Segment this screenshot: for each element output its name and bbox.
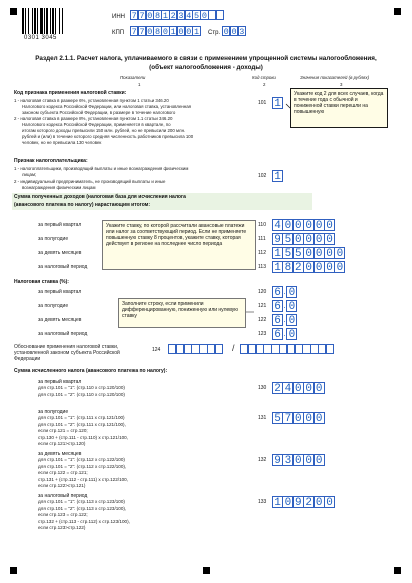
section-title-line2: (объект налогообложения - доходы) [149,64,263,71]
calc-digit-cell[interactable]: 0 [314,454,325,466]
calc-row-line: для стр.101 = "2": (стр.110 х стр.120/100) [38,391,125,397]
calc-heading: Сумма исчисленного налога (авансового платежа по налогу): [14,368,168,374]
decimal-point: . [283,329,286,338]
code-101: 101 [258,100,267,106]
income-digit-cell[interactable]: 5 [282,233,293,245]
calc-row-code: 131 [258,415,267,421]
inn-cell[interactable]: 4 [186,11,192,21]
page-number-cell[interactable]: 0 [231,27,237,37]
calc-digit-cell[interactable]: 5 [272,412,283,424]
calc-row-field[interactable] [272,412,324,424]
kpp-cell[interactable]: 7 [131,27,137,37]
income-row-label: за первый квартал [38,222,82,228]
calc-digit-cell[interactable]: 9 [272,454,283,466]
page-label: Стр. [208,30,221,36]
calc-row-line: если стр.123>стр.122) [38,525,86,530]
income-digit-cell[interactable]: 0 [324,233,335,245]
income-digit-cell[interactable]: 9 [272,233,283,245]
rate-sign-item1-line1: 1 - налоговая ставка в размере 6%, установленная пунктом 1 статьи 346.20 [14,98,169,103]
rate-sign-item2-line1: 2 - налоговая ставка в размере 8%, установленная пунктом 1.1 статьи 346.20 [14,116,173,121]
tax-rate-row-label: за налоговый период [38,331,88,337]
calc-row-line: за налоговый период [38,493,88,499]
income-digit-cell[interactable]: 0 [334,247,345,259]
justification-line2: установленной законом субъекта Российской [14,350,120,356]
calc-row-line: за полугодие [38,409,69,415]
justification-slash: / [232,343,235,353]
income-digit-cell[interactable]: 5 [282,247,293,259]
rate-sign-heading: Код признака применения налоговой ставки: [14,90,127,96]
rate-sign-item1-line2: Налогового кодекса Российской Федерации, или налоговая ставка, установленная [22,104,192,109]
inn-cell[interactable]: 0 [201,11,207,21]
taxpayer-sign-value[interactable]: 1 [272,170,283,182]
calc-digit-cell[interactable]: 0 [324,496,335,508]
calc-row-line: стр.130 + (стр.111 - стр.110) х стр.121/100, [38,434,129,440]
tax-rate-row-field[interactable] [272,286,297,298]
inn-cell[interactable]: 2 [170,11,176,21]
calc-row-line: если стр.121 = стр.120; [38,428,88,434]
income-digit-cell[interactable]: 5 [293,247,304,259]
kpp-cell[interactable]: 7 [139,27,145,37]
calc-digit-cell[interactable]: 0 [293,412,304,424]
section-title-line1: Раздел 2.1.1. Расчет налога, уплачиваемого в связи с применением упрощенной системы налогообложения, [35,55,377,62]
income-digit-cell[interactable]: 0 [293,233,304,245]
tax-rate-decimal-cell[interactable]: 0 [286,314,297,326]
tax-rate-row-label: за первый квартал [38,289,82,295]
rate-sign-item2-line5: человек, но не превысила 130 человек [22,140,102,145]
column-header-indicators: Показатели [120,75,146,80]
calc-digit-cell[interactable]: 0 [282,496,293,508]
kpp-cell[interactable]: 8 [155,27,161,37]
calc-row-code: 133 [258,499,267,505]
income-digit-cell[interactable]: 1 [272,247,283,259]
calc-row-line: стр.132 + (стр.113 - стр.112) х стр.123/100), [38,518,130,524]
calc-digit-cell[interactable]: 0 [303,412,314,424]
note-101-connector [286,104,290,108]
income-digit-cell[interactable]: 1 [272,261,283,273]
kpp-cell[interactable]: 1 [170,27,176,37]
calc-row-field[interactable] [272,496,334,508]
calc-row-line: для стр.101 = "1": (стр.110 х стр.120/100) [38,385,125,391]
tax-rate-integer-cell[interactable]: 6 [272,300,283,312]
income-row-label: за налоговый период [38,264,88,270]
tax-rate-row-label: за полугодие [38,303,69,309]
rate-sign-item2-line3: итогам которого доходы превысили 150 млн. рублей, но не превысили 200 млн. [22,128,186,133]
taxpayer-sign-item1-line1: 1 - налогоплательщики, производящий выплаты и иные вознаграждения физическим [14,166,189,171]
income-digit-cell[interactable]: 0 [334,261,345,273]
kpp-cell[interactable]: 1 [194,27,200,37]
calc-digit-cell[interactable]: 1 [272,496,283,508]
calc-digit-cell[interactable]: 0 [303,454,314,466]
inn-cell[interactable]: 8 [155,11,161,21]
income-digit-cell[interactable]: 0 [314,247,325,259]
income-digit-cell[interactable]: 2 [293,261,304,273]
income-digit-cell[interactable]: 0 [314,219,325,231]
calc-digit-cell[interactable]: 0 [314,496,325,508]
income-row-field[interactable] [272,219,334,231]
code-124: 124 [152,347,161,353]
rate-sign-item2-line4: рублей и (или) в течение которого средняя численность работников превысила 100 [22,134,194,139]
kpp-cell[interactable]: 0 [147,27,153,37]
income-row-code: 112 [258,250,266,256]
justification-line3: Федерации [14,356,41,362]
calc-row-line: если стр.121>стр.120) [38,441,86,446]
income-digit-cell[interactable]: 0 [314,261,325,273]
tax-rate-row-code: 121 [258,303,267,309]
income-row-code: 111 [258,236,266,242]
inn-cell[interactable]: 3 [178,11,184,21]
tax-rate-row-field[interactable] [272,328,297,340]
income-rate-note: Укажите ставку, по которой рассчитали авансовые платежи или налог за соответствующий период. Если не применяете повышенную ставку 8 процентов, укажите ставку, которая действует в регионе на последнее число периода [102,220,256,270]
column-header-values: Значения показателей (в рублях) [300,75,370,80]
column-number-1: 1 [138,82,141,87]
decimal-point: . [283,301,286,310]
calc-digit-cell[interactable]: 0 [293,454,304,466]
tax-rate-row-code: 123 [258,331,267,337]
tax-rate-row-code: 120 [258,289,267,295]
calc-digit-cell[interactable]: 4 [282,382,293,394]
calc-row-field[interactable] [272,382,324,394]
calc-digit-cell[interactable]: 7 [282,412,293,424]
calc-digit-cell[interactable]: 2 [272,382,283,394]
calc-digit-cell[interactable]: 0 [293,382,304,394]
column-header-code: Код строки [252,75,276,80]
income-digit-cell[interactable]: 0 [303,247,314,259]
calc-row-code: 132 [258,457,267,463]
taxpayer-sign-item2-line2: вознаграждения физическим лицам [22,185,96,190]
income-digit-cell[interactable]: 0 [303,261,314,273]
income-row-field[interactable] [272,233,334,245]
rate-sign-note: Укажите код 2 для всех случаев, когда в течение года с обычной и пониженной ставки перешли на повышенную [290,88,388,128]
calc-digit-cell[interactable]: 0 [314,382,325,394]
calc-digit-cell[interactable]: 0 [303,382,314,394]
income-heading-line2: (авансового платежа по налогу) нарастающим итогом: [14,202,151,208]
income-digit-cell[interactable]: 0 [303,233,314,245]
barcode-number: 0301 3045 [24,35,57,41]
column-number-3: 3 [340,82,343,87]
inn-cell[interactable]: 0 [147,11,153,21]
income-row-label: за девять месяцев [38,250,82,256]
code-102: 102 [258,173,267,179]
calc-digit-cell[interactable]: 0 [314,412,325,424]
calc-row-line: для стр.101 = "2": (стр.111 х стр.121/100), [38,421,126,427]
income-digit-cell[interactable]: 4 [272,219,283,231]
tax-rate-heading: Налоговая ставка (%): [14,279,69,285]
inn-label: ИНН [112,14,125,20]
income-digit-cell[interactable]: 0 [324,261,335,273]
calc-row-line: если стр.122>стр.121) [38,483,86,488]
taxpayer-sign-item1-line2: лицам; [22,172,37,177]
taxpayer-sign-item2-line1: 2 - индивидуальный предприниматель, не производящий выплаты и иные [14,179,166,184]
tax-rate-integer-cell[interactable]: 6 [272,286,283,298]
inn-cell[interactable]: 1 [162,11,168,21]
calc-row-code: 130 [258,385,267,391]
income-digit-cell[interactable]: 0 [324,219,335,231]
inn-cell[interactable]: 5 [194,11,200,21]
tax-rate-row-field[interactable] [272,314,297,326]
tax-rate-note: Заполните строку, если применили дифференцированную, пониженную или нулевую ставку [118,298,246,328]
income-digit-cell[interactable]: 0 [324,247,335,259]
income-row-field[interactable] [272,261,345,273]
tax-rate-decimal-cell[interactable]: 0 [286,300,297,312]
tax-rate-row-label: за девять месяцев [38,317,82,323]
calc-digit-cell[interactable]: 3 [282,454,293,466]
income-row-field[interactable] [272,247,345,259]
kpp-cell[interactable]: 0 [178,27,184,37]
inn-cell[interactable]: 7 [131,11,137,21]
calc-row-line: стр.131 + (стр.112 - стр.111) х стр.122/100, [38,476,129,482]
rate-sign-value[interactable]: 1 [272,97,283,109]
tax-rate-integer-cell[interactable]: 6 [272,314,283,326]
justification-line1: Обоснование применения налоговой ставки, [14,344,119,350]
income-heading-line1: Сумма полученных доходов (налоговая база для исчисления налога [14,194,186,200]
inn-cell[interactable]: 7 [139,11,145,21]
rate-sign-item2-line2: Налогового кодекса Российской Федерации, применяется в квартале, по [22,122,171,127]
calc-row-line: для стр.101 = "1": (стр.112 х стр.122/100) [38,457,125,463]
tax-rate-row-field[interactable] [272,300,297,312]
calc-row-line: для стр.101 = "2": (стр.112 х стр.122/100), [38,463,127,469]
tax-rate-decimal-cell[interactable]: 0 [286,286,297,298]
calc-digit-cell[interactable]: 2 [303,496,314,508]
calc-digit-cell[interactable]: 9 [293,496,304,508]
tax-rate-row-code: 122 [258,317,267,323]
calc-row-line: если стр.123 = стр.122; [38,512,88,518]
kpp-label: КПП [112,30,125,36]
calc-row-line: для стр.101 = "1": (стр.113 х стр.123/100) [38,499,125,505]
calc-row-line: если стр.122 = стр.121; [38,470,88,476]
column-number-2: 2 [263,82,266,87]
kpp-cell[interactable]: 0 [186,27,192,37]
income-row-code: 110 [258,222,266,228]
income-row-label: за полугодие [38,236,69,242]
taxpayer-sign-heading: Признак налогоплательщика: [14,158,88,164]
page-number-cell[interactable]: 0 [223,27,229,37]
income-digit-cell[interactable]: 0 [293,219,304,231]
rate-sign-item1-line3: законом субъекта Российской Федерации, в размере в течение налогового [22,110,176,115]
income-digit-cell[interactable]: 0 [303,219,314,231]
calc-row-line: за первый квартал [38,379,82,385]
calc-row-line: для стр.101 = "1": (стр.111 х стр.121/100) [38,415,125,421]
calc-row-field[interactable] [272,454,324,466]
decimal-point: . [283,315,286,324]
tax-rate-decimal-cell[interactable]: 0 [286,328,297,340]
income-digit-cell[interactable]: 0 [282,219,293,231]
income-digit-cell[interactable]: 8 [282,261,293,273]
kpp-cell[interactable]: 0 [162,27,168,37]
income-digit-cell[interactable]: 0 [314,233,325,245]
decimal-point: . [283,287,286,296]
income-row-code: 113 [258,264,266,270]
page-number-cell[interactable]: 3 [239,27,245,37]
tax-rate-integer-cell[interactable]: 6 [272,328,283,340]
calc-row-line: для стр.101 = "2": (стр.113 х стр.123/100), [38,505,127,511]
calc-row-line: за девять месяцев [38,451,82,457]
